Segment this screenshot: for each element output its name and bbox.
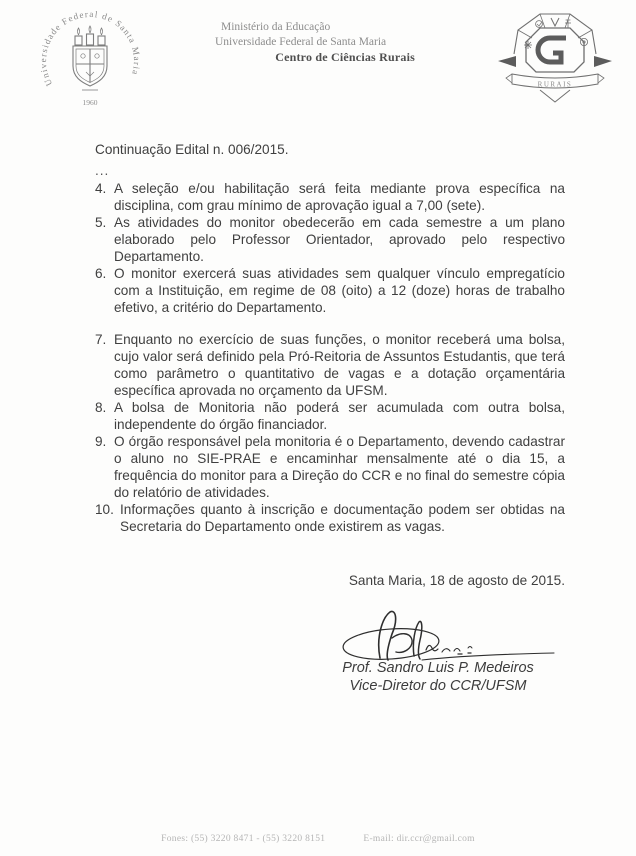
edital-items <box>95 180 565 535</box>
item-number: 4. <box>95 181 107 196</box>
list-item <box>95 265 565 316</box>
signer-role: Vice-Diretor do CCR/UFSM <box>349 678 527 694</box>
footer-email: E-mail: dir.ccr@gmail.com <box>363 834 475 844</box>
item-number: 9. <box>95 434 107 449</box>
item-text: Enquanto no exercício de suas funções, o monitor receberá uma bolsa, cujo valor será definido pela Pró-Reitoria de Assuntos Estudantis, que terá como parâmetro o quantitativo de vagas e a dotação orçamentária específica aprovada no orçamento da UFSM. <box>114 332 565 398</box>
emblem-banner-text: RURAIS <box>537 80 573 89</box>
footer-phones: Fones: (55) 3220 8471 - (55) 3220 8151 <box>161 834 326 844</box>
ccr-emblem-icon <box>492 2 618 110</box>
item-text: As atividades do monitor obedecerão em cada semestre a um plano elaborado pelo Professor Orientador, aprovado pelo respectivo Departamento. <box>114 215 565 264</box>
item-text: O órgão responsável pela monitoria é o Departamento, devendo cadastrar o aluno no SIE-PRAE e encaminhar mensalmente até o dia 15, a frequência do monitor para a Direção do CCR e no final do semestre cópia do relatório de atividades. <box>114 434 565 500</box>
item-number: 8. <box>95 400 107 415</box>
list-item <box>95 501 565 535</box>
item-number: 7. <box>95 332 107 347</box>
university-line: Universidade Federal de Santa Maria <box>215 36 387 48</box>
signature-block <box>300 608 580 718</box>
ufsm-seal-icon <box>24 6 156 112</box>
item-number: 5. <box>95 215 107 230</box>
doc-title: Continuação Edital n. 006/2015. <box>95 142 289 157</box>
center-line: Centro de Ciências Rurais <box>275 50 415 64</box>
list-item <box>95 331 565 399</box>
signer-name: Prof. Sandro Luis P. Medeiros <box>342 660 534 676</box>
list-item <box>95 180 565 214</box>
org-text-block <box>215 20 415 65</box>
item-text: O monitor exercerá suas atividades sem qualquer vínculo empregatício com a Instituição, em regime de 08 (oito) a 12 (doze) horas de trabalho efetivo, a critério do Departamento. <box>114 266 565 315</box>
ministry-line: Ministério da Educação <box>221 21 331 33</box>
list-item <box>95 214 565 265</box>
seal-year: 1960 <box>82 98 98 107</box>
list-item <box>95 433 565 501</box>
document-body <box>95 141 565 603</box>
item-number: 10. <box>95 502 114 517</box>
date-line: Santa Maria, 18 de agosto de 2015. <box>348 573 565 588</box>
list-item <box>95 399 565 433</box>
letterhead <box>0 0 636 120</box>
item-text: A seleção e/ou habilitação será feita mediante prova específica na disciplina, com grau mínimo de aprovação igual a 7,00 (sete). <box>114 181 565 213</box>
item-text: A bolsa de Monitoria não poderá ser acumulada com outra bolsa, independente do órgão financiador. <box>114 400 565 432</box>
item-number: 6. <box>95 266 107 281</box>
seal-circular-text: Universidade Federal de Santa Maria <box>37 8 143 88</box>
page-footer <box>0 834 636 844</box>
item-text: Informações quanto à inscrição e documentação podem ser obtidas na Secretaria do Departamento onde existirem as vagas. <box>120 502 565 534</box>
ellipsis-line: ... <box>95 163 110 178</box>
